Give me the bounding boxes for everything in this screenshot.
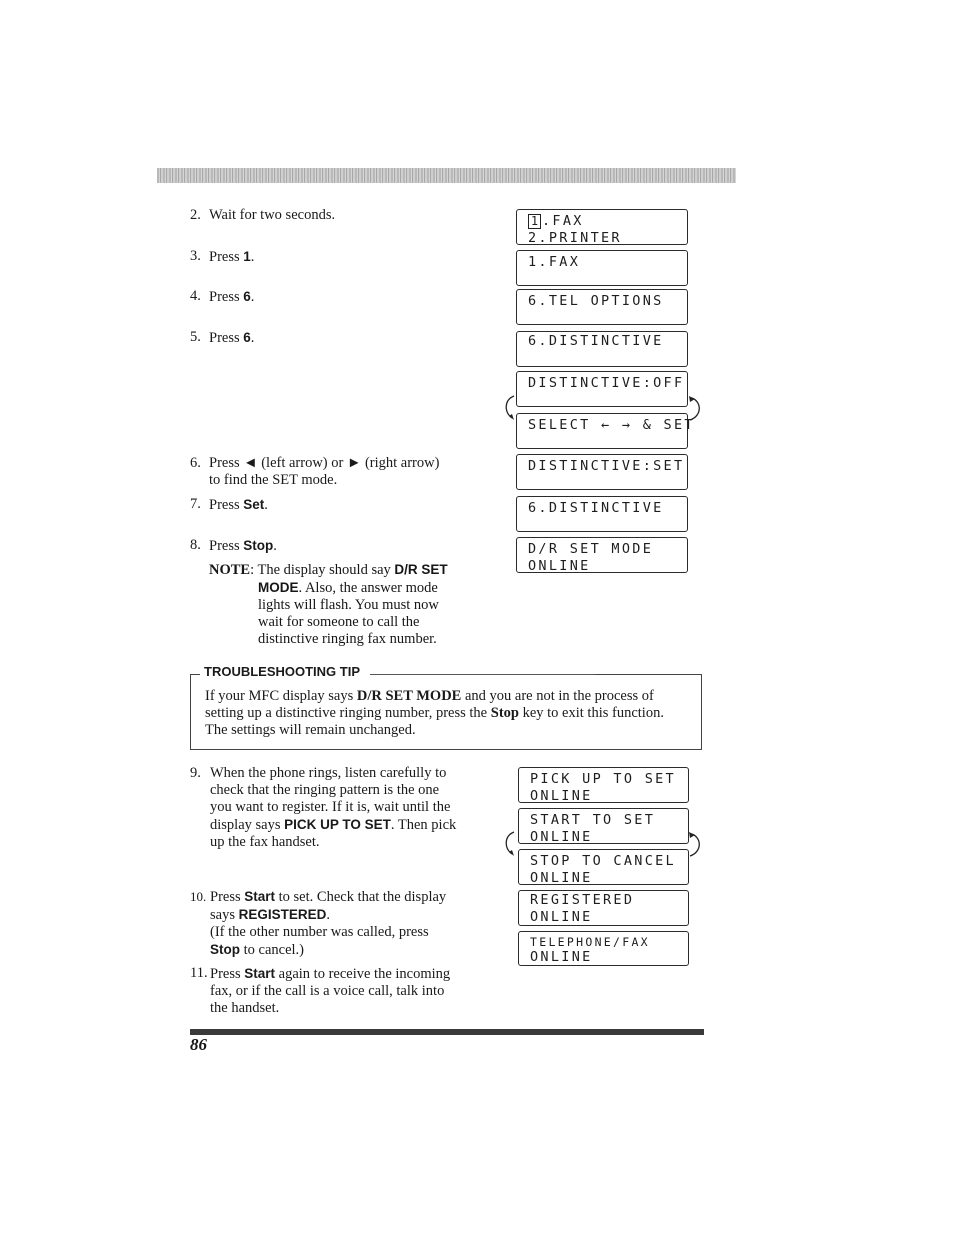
footer-rule [190, 1029, 704, 1035]
lcd-display: 1 .FAX 2.PRINTER [516, 209, 688, 245]
key-label: 1 [243, 249, 251, 264]
tip-rule-end [595, 674, 702, 675]
header-rule [157, 168, 736, 183]
tip-corner [190, 674, 200, 675]
key-label: Set [243, 497, 265, 512]
tip-body: If your MFC display says D/R SET MODE and you are not in the process of setting up a distinctive ringing number, press the Stop key to exit this function. The settings will remain unchanged. [205, 688, 664, 738]
tip-title: TROUBLESHOOTING TIP [204, 664, 364, 679]
step-10: 10. Press Start to set. Check that the display says REGISTERED. (If the other number was called, press Stop to cancel.) [190, 889, 447, 958]
lcd-display: STOP TO CANCEL ONLINE [518, 849, 689, 885]
key-1-icon: 1 [528, 214, 541, 229]
lcd-display: 6.TEL OPTIONS [516, 289, 688, 325]
cycle-arrows-icon [500, 390, 710, 430]
key-label: 6 [243, 289, 251, 304]
step-6: 6. Press ◄ (left arrow) or ► (right arrow) to find the SET mode. [190, 455, 440, 488]
cycle-arrows-icon [500, 826, 710, 866]
note: NOTE: The display should say D/R SET MODE. Also, the answer mode lights will flash. You must now wait for someone to call the distinctive ringing fax number. [209, 562, 448, 647]
lcd-display: START TO SET ONLINE [518, 808, 689, 844]
lcd-display: PICK UP TO SET ONLINE [518, 767, 689, 803]
step-9: 9. When the phone rings, listen carefully to check that the ringing pattern is the one you want to register. If it is, wait until the display says PICK UP TO SET. Then pick up the fax handset. [190, 765, 457, 850]
lcd-display: D/R SET MODE ONLINE [516, 537, 688, 573]
lcd-display: DISTINCTIVE:OFF [516, 371, 688, 407]
lcd-display: 6.DISTINCTIVE [516, 496, 688, 532]
lcd-display: REGISTERED ONLINE [518, 890, 689, 926]
key-label: 6 [243, 330, 251, 345]
lcd-display: TELEPHONE/FAX ONLINE [518, 931, 689, 966]
page-number: 86 [190, 1035, 207, 1054]
tip-rule [370, 674, 595, 675]
lcd-display: SELECT ← → & SET [516, 413, 688, 449]
lcd-display: 6.DISTINCTIVE [516, 331, 688, 367]
lcd-display: 1.FAX [516, 250, 688, 286]
key-label: Stop [243, 538, 274, 553]
step-11: 11. Press Start again to receive the incoming fax, or if the call is a voice call, talk into the handset. [190, 965, 451, 1016]
lcd-display: DISTINCTIVE:SET [516, 454, 688, 490]
